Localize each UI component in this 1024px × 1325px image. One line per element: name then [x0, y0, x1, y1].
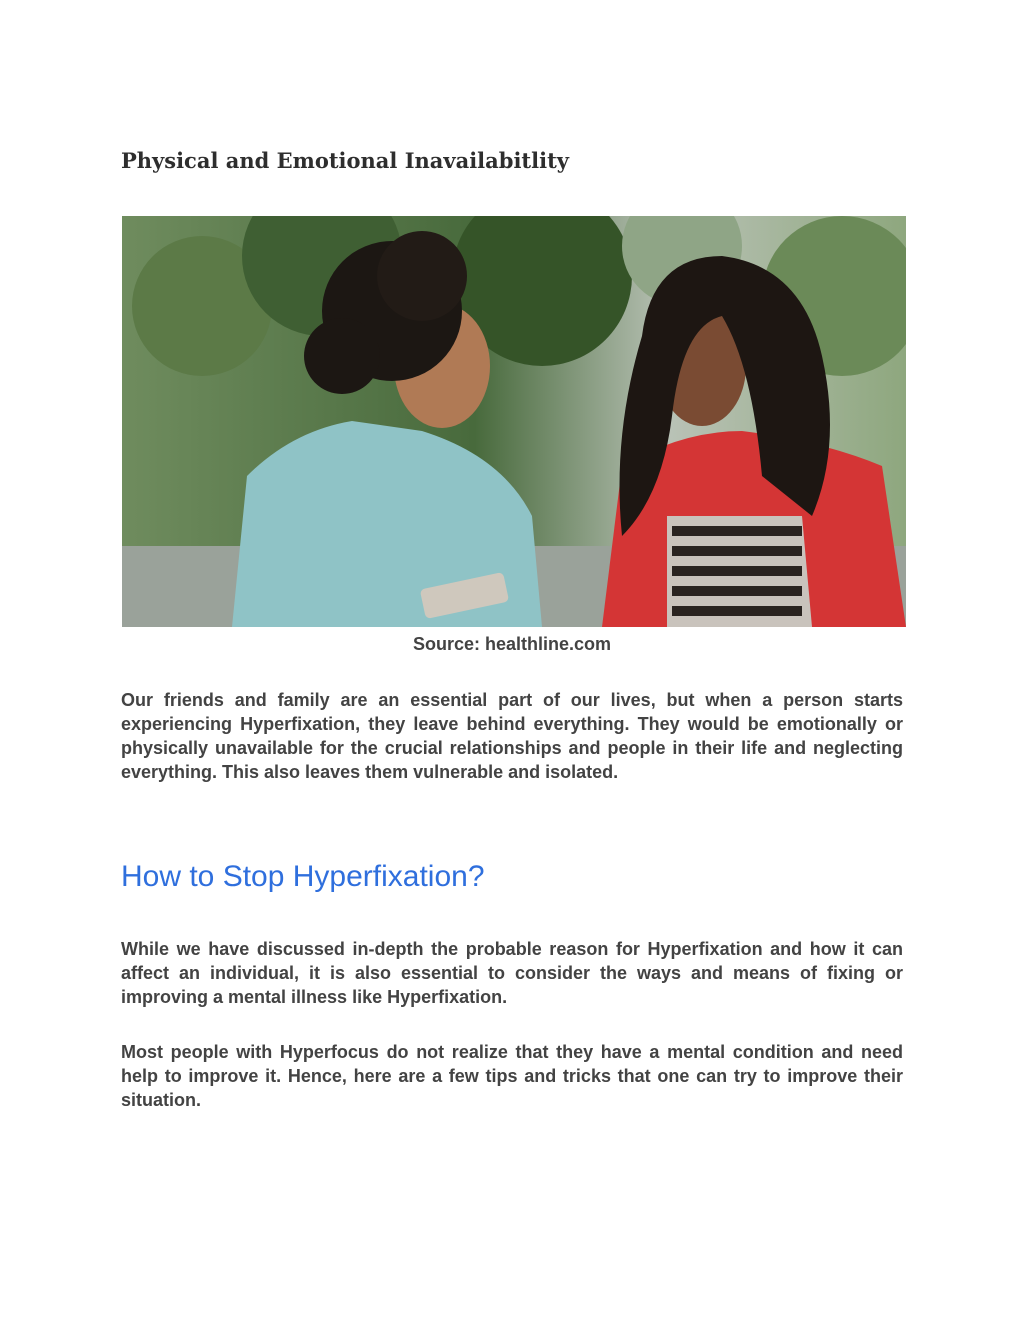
paragraph-relationships: Our friends and family are an essential part of our lives, but when a person starts experiencing Hyperfixation, they leave behind everything. They would be emotionally or physically unavailable for the crucial relationships and people in their life and neglecting everything. This also leaves them vulnerable and isolated.	[121, 690, 903, 782]
paragraph-intro: While we have discussed in-depth the probable reason for Hyperfixation and how it can affect an individual, it is also essential to consider the ways and means of fixing or improving a mental illness like Hyperfixation.	[121, 939, 903, 1007]
paragraph-tips: Most people with Hyperfocus do not realize that they have a mental condition and need help to improve it. Hence, here are a few tips and tricks that one can try to improve their situation.	[121, 1042, 903, 1110]
photo-two-people-talking	[122, 216, 906, 627]
photo-caption: Source: healthline.com	[412, 634, 612, 654]
section-title: Physical and Emotional Inavailabitlity	[121, 148, 569, 173]
photo-illustration	[122, 216, 906, 627]
section-heading-how-to-stop: How to Stop Hyperfixation?	[121, 860, 485, 893]
